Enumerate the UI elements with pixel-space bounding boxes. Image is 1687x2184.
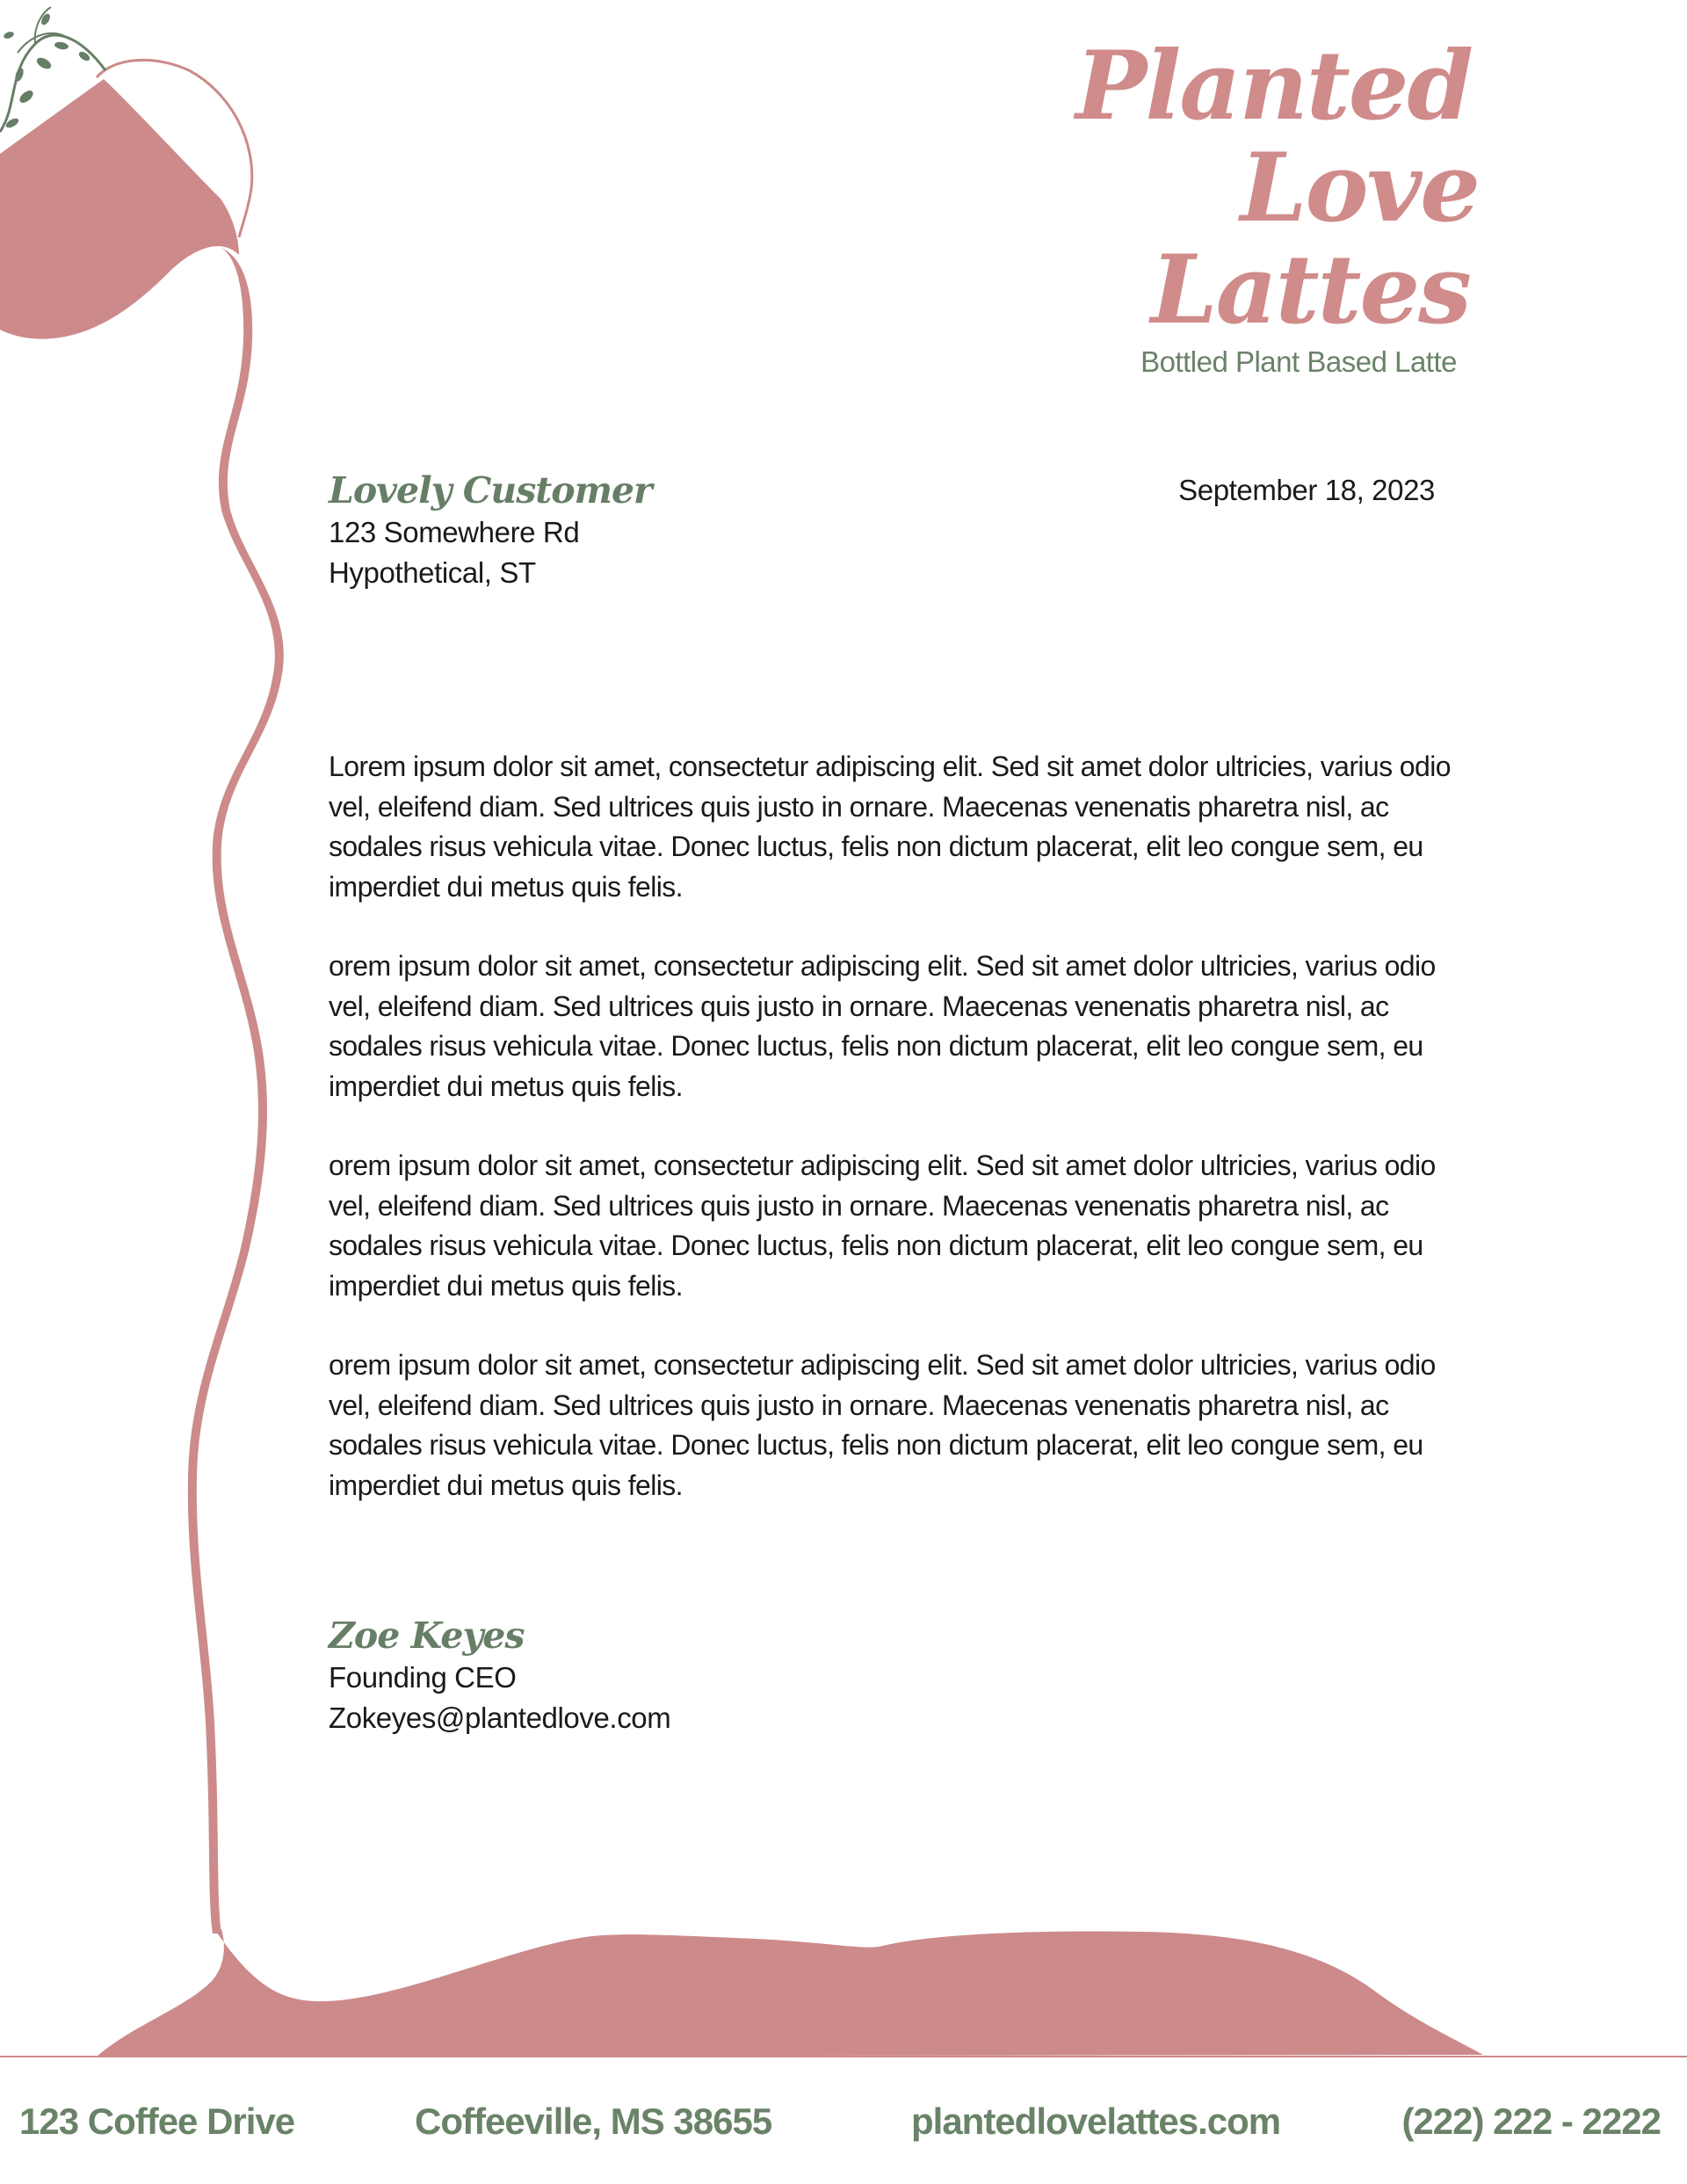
footer-address: 123 Coffee Drive	[19, 2101, 295, 2142]
latte-puddle	[97, 1929, 1483, 2057]
body-paragraph: orem ipsum dolor sit amet, consectetur adipiscing elit. Sed sit amet dolor ultricies, varius odio vel, eleifend diam. Sed ultrices quis justo in ornare. Maecenas venenatis pharetra nisl, ac sodales risus vehicula vitae. Donec luctus, felis non dictum placerat, elit leo congue sem, eu imperdiet dui metus quis felis.	[329, 1150, 1436, 1302]
body-paragraph: orem ipsum dolor sit amet, consectetur adipiscing elit. Sed sit amet dolor ultricies, varius odio vel, eleifend diam. Sed ultrices quis justo in ornare. Maecenas venenatis pharetra nisl, ac sodales risus vehicula vitae. Donec luctus, felis non dictum placerat, elit leo congue sem, eu imperdiet dui metus quis felis.	[329, 1349, 1436, 1501]
signature-block	[329, 1614, 670, 1738]
letterhead-footer	[0, 2083, 1687, 2162]
footer-phone: (222) 222 - 2222	[1401, 2101, 1661, 2142]
pitcher-icon	[0, 79, 239, 339]
recipient-name: Lovely Customer	[329, 469, 652, 512]
letter-body	[329, 747, 1462, 1545]
footer-city: Coffeeville, MS 38655	[415, 2101, 772, 2142]
brand-line-2: Love	[1240, 133, 1479, 243]
recipient-address-line2: Hypothetical, ST	[329, 556, 536, 589]
body-paragraph: orem ipsum dolor sit amet, consectetur adipiscing elit. Sed sit amet dolor ultricies, varius odio vel, eleifend diam. Sed ultrices quis justo in ornare. Maecenas venenatis pharetra nisl, ac sodales risus vehicula vitae. Donec luctus, felis non dictum placerat, elit leo congue sem, eu imperdiet dui metus quis felis.	[329, 950, 1436, 1102]
body-paragraph: Lorem ipsum dolor sit amet, consectetur adipiscing elit. Sed sit amet dolor ultricies, varius odio vel, eleifend diam. Sed ultrices quis justo in ornare. Maecenas venenatis pharetra nisl, ac sodales risus vehicula vitae. Donec luctus, felis non dictum placerat, elit leo congue sem, eu imperdiet dui metus quis felis.	[329, 751, 1451, 903]
brand-line-3: Lattes	[1150, 235, 1470, 345]
brand-logo	[1075, 31, 1479, 345]
signature-email[interactable]: Zokeyes@plantedlove.com	[329, 1701, 671, 1734]
signature-name: Zoe Keyes	[329, 1614, 525, 1657]
recipient-address-line1: 123 Somewhere Rd	[329, 516, 580, 548]
letter-date: September 18, 2023	[1178, 474, 1435, 506]
brand-line-1: Planted	[1075, 31, 1472, 141]
footer-website[interactable]: plantedlovelattes.com	[911, 2101, 1281, 2142]
brand-tagline: Bottled Plant Based Latte	[1140, 345, 1457, 378]
recipient-block	[329, 468, 652, 593]
latte-stream	[188, 248, 284, 1934]
signature-title: Founding CEO	[329, 1661, 517, 1694]
